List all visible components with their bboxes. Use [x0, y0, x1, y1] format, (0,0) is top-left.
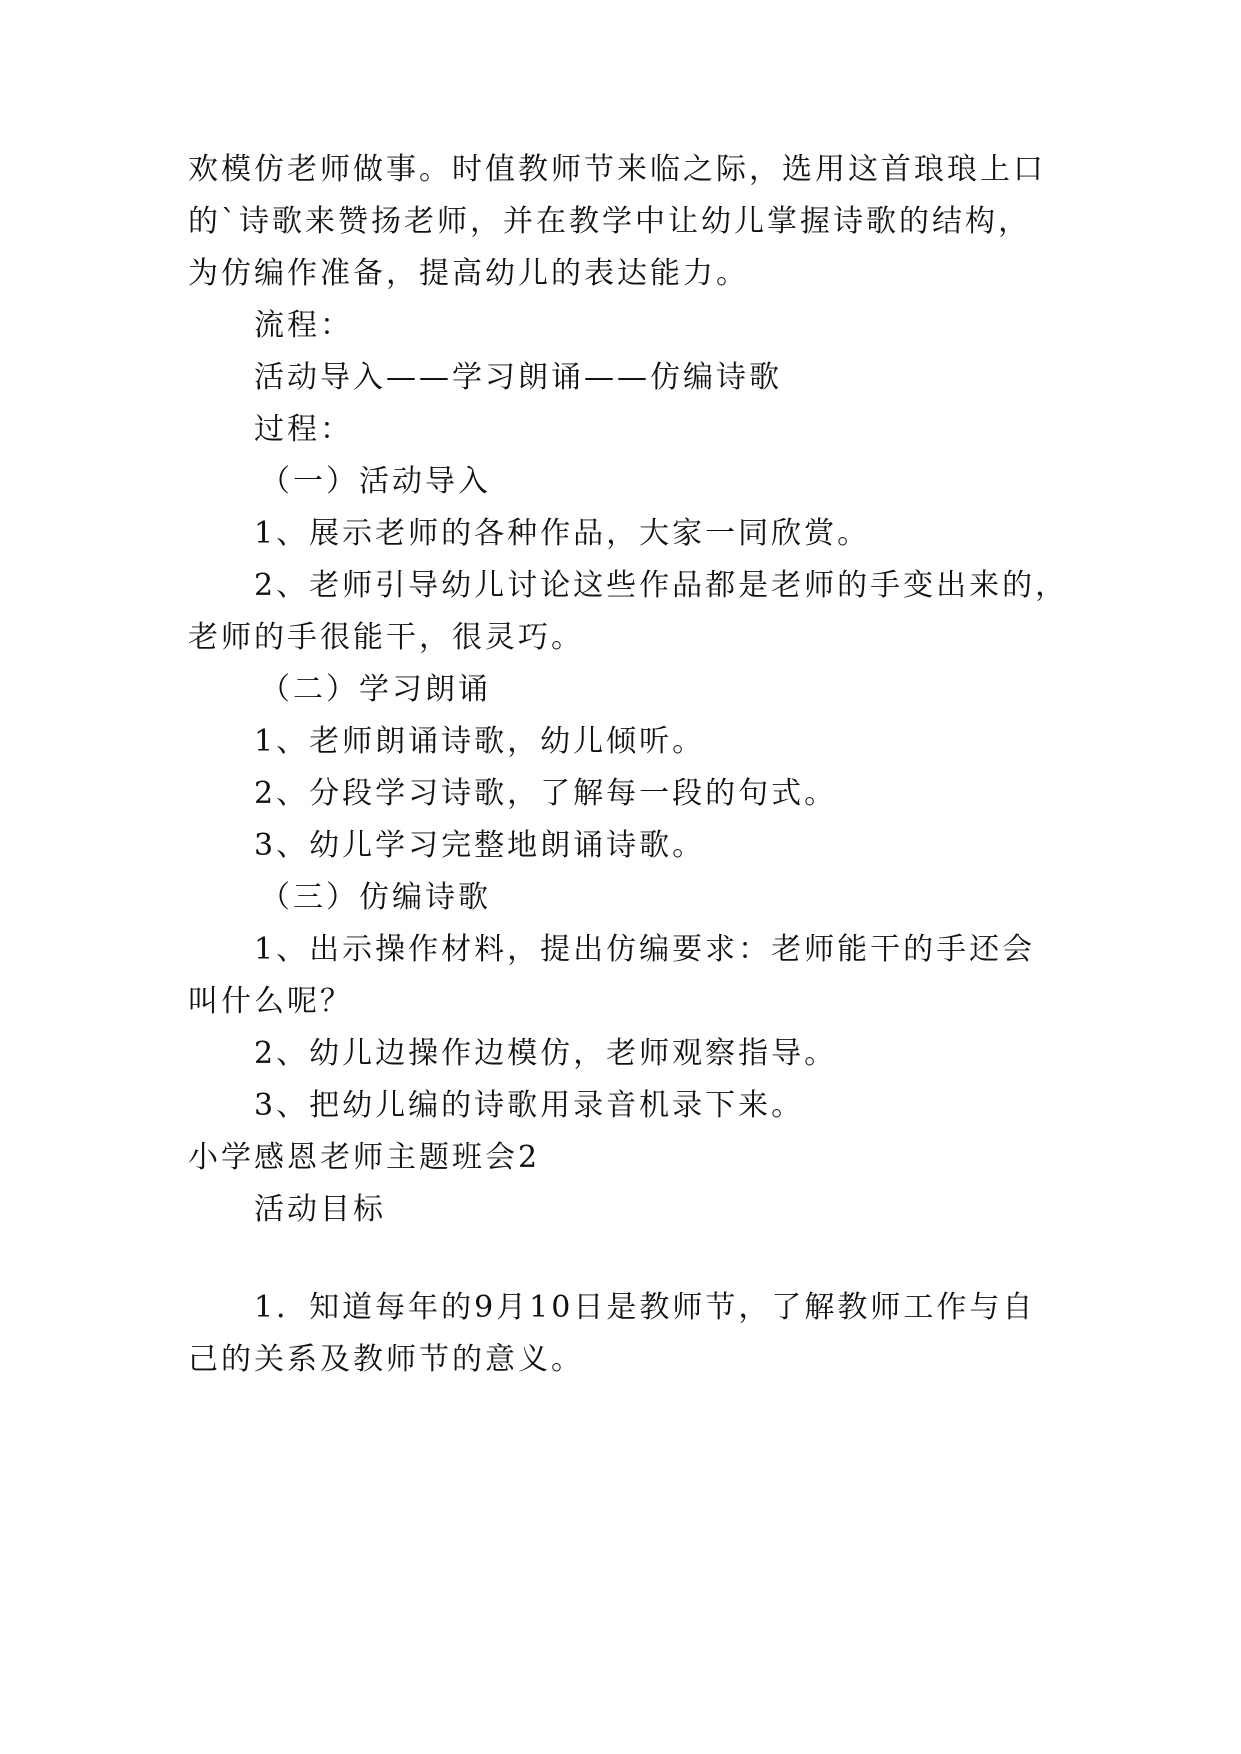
list-item: 3、幼儿学习完整地朗诵诗歌。	[254, 828, 706, 863]
list-item: 2、分段学习诗歌，了解每一段的句式。	[254, 776, 838, 811]
subsection-heading: （二）学习朗诵	[260, 672, 491, 707]
document-title: 小学感恩老师主题班会2	[188, 1140, 541, 1175]
subsection-heading: （一）活动导入	[260, 464, 491, 499]
list-item: 1．知道每年的9月10日是教师节，了解教师工作与自	[254, 1290, 1036, 1325]
paragraph-line: 欢模仿老师做事。时值教师节来临之际，选用这首琅琅上口	[188, 152, 1046, 187]
list-item: 1、出示操作材料，提出仿编要求：老师能干的手还会	[254, 932, 1036, 967]
list-item: 2、老师引导幼儿讨论这些作品都是老师的手变出来的，	[254, 568, 1069, 603]
list-item: 1、老师朗诵诗歌，幼儿倾听。	[254, 724, 706, 759]
flow-line: 活动导入——学习朗诵——仿编诗歌	[254, 360, 782, 395]
paragraph-line: 的`诗歌来赞扬老师，并在教学中让幼儿掌握诗歌的结构，	[188, 204, 1031, 239]
paragraph-line: 为仿编作准备，提高幼儿的表达能力。	[188, 256, 749, 291]
section-label: 活动目标	[254, 1192, 386, 1227]
subsection-heading: （三）仿编诗歌	[260, 880, 491, 915]
section-label: 过程：	[254, 412, 353, 447]
section-label: 流程：	[254, 308, 353, 343]
list-item-continuation: 己的关系及教师节的意义。	[188, 1342, 584, 1377]
list-item: 1、展示老师的各种作品，大家一同欣赏。	[254, 516, 871, 551]
list-item: 2、幼儿边操作边模仿，老师观察指导。	[254, 1036, 838, 1071]
list-item-continuation: 叫什么呢？	[188, 984, 353, 1019]
list-item-continuation: 老师的手很能干，很灵巧。	[188, 620, 584, 655]
list-item: 3、把幼儿编的诗歌用录音机录下来。	[254, 1088, 805, 1123]
